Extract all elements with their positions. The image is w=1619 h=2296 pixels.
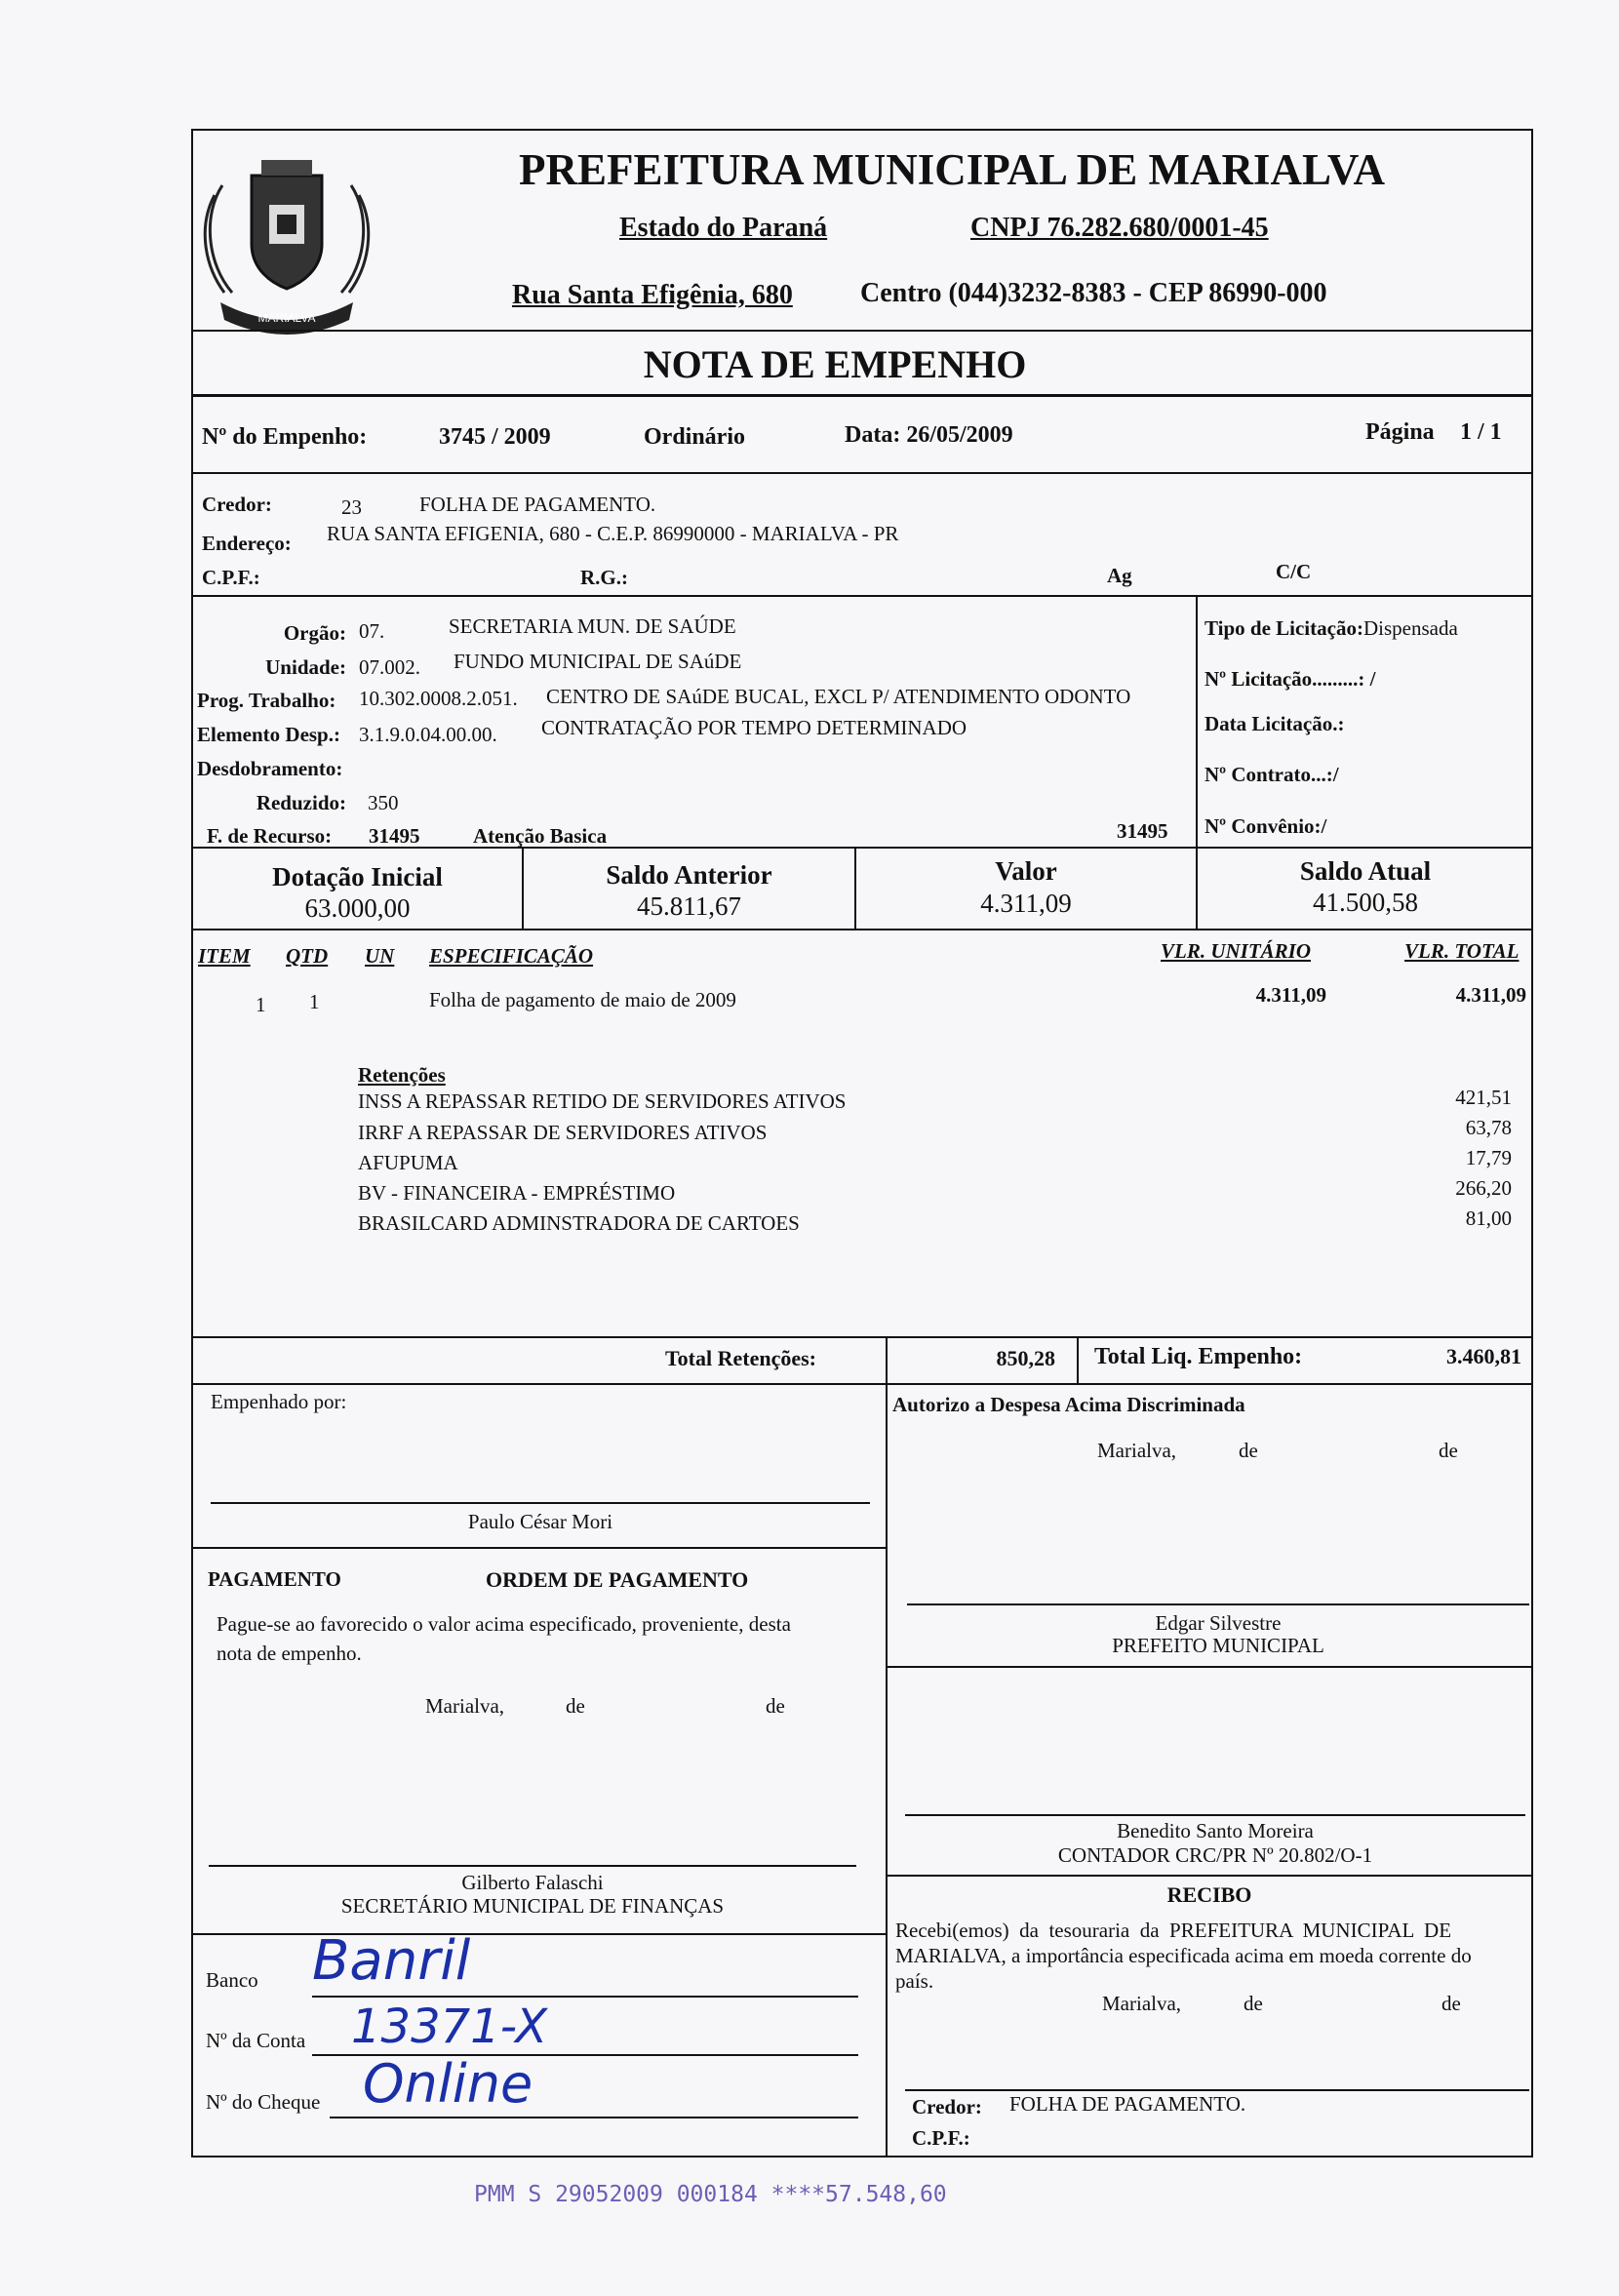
- orgao-name: SECRETARIA MUN. DE SAÚDE: [449, 614, 736, 638]
- svg-text:MARIALVA: MARIALVA: [257, 311, 316, 325]
- pagamento-text-2: nota de empenho.: [217, 1642, 362, 1665]
- empenho-number: 3745 / 2009: [439, 424, 551, 450]
- cnpj-label: CNPJ 76.282.680/0001-45: [970, 213, 1269, 243]
- col-total-header: VLR. TOTAL: [1404, 939, 1520, 963]
- ordem-pagamento-label: ORDEM DE PAGAMENTO: [486, 1567, 749, 1592]
- street-label: Rua Santa Efigênia, 680: [512, 280, 793, 310]
- banco-label: Banco: [206, 1968, 258, 1992]
- autorizo-label: Autorizo a Despesa Acima Discriminada: [892, 1393, 1245, 1416]
- numero-contrato: Nº Contrato...:/: [1204, 763, 1339, 786]
- item-description: Folha de pagamento de maio de 2009: [429, 988, 736, 1011]
- pagamento-text-1: Pague-se ao favorecido o valor acima especificado, proveniente, desta: [217, 1612, 791, 1636]
- recibo-title: RECIBO: [1166, 1882, 1252, 1907]
- recurso-code-right: 31495: [1117, 819, 1168, 843]
- empenho-date: Data: 26/05/2009: [845, 422, 1013, 448]
- col-un-header: UN: [365, 944, 395, 968]
- empenho-number-label: Nº do Empenho:: [202, 424, 368, 450]
- recibo-place: Marialva,: [1102, 1992, 1182, 2015]
- recibo-text-1: Recebi(emos) da tesouraria da PREFEITURA MUNICIPAL DE: [895, 1919, 1452, 1942]
- valor-value: 4.311,09: [980, 889, 1072, 918]
- prog-code: 10.302.0008.2.051.: [359, 687, 518, 710]
- autorizo-place: Marialva,: [1097, 1439, 1177, 1462]
- saldo-atual-label: Saldo Atual: [1299, 856, 1432, 886]
- item-qtd: 1: [309, 990, 320, 1013]
- retencao-desc: AFUPUMA: [358, 1151, 458, 1174]
- total-liquido-label: Total Liq. Empenho:: [1094, 1344, 1303, 1369]
- tipo-licitacao-value: Dispensada: [1362, 616, 1458, 640]
- item-number: 1: [256, 993, 266, 1016]
- recibo-credor-value: FOLHA DE PAGAMENTO.: [1009, 2092, 1246, 2116]
- credor-label: Credor:: [202, 493, 272, 516]
- data-licitacao: Data Licitação.:: [1204, 712, 1345, 735]
- retencao-desc: INSS A REPASSAR RETIDO DE SERVIDORES ATIVOS: [358, 1089, 847, 1113]
- recurso-label: F. de Recurso:: [207, 824, 333, 848]
- contact-label: Centro (044)3232-8383 - CEP 86990-000: [860, 278, 1327, 308]
- prog-name: CENTRO DE SAúDE BUCAL, EXCL P/ ATENDIMENTO ODONTO: [546, 685, 1131, 708]
- retencao-value: 421,51: [1455, 1086, 1512, 1109]
- autorizo-de1: de: [1239, 1439, 1258, 1462]
- reduzido-label: Reduzido:: [256, 791, 346, 814]
- dotacao-inicial-label: Dotação Inicial: [272, 862, 443, 891]
- retencao-desc: IRRF A REPASSAR DE SERVIDORES ATIVOS: [358, 1121, 768, 1144]
- contador-name: Benedito Santo Moreira: [1117, 1819, 1314, 1842]
- numero-licitacao: Nº Licitação.........: /: [1204, 667, 1376, 691]
- page-number: 1 / 1: [1460, 419, 1502, 445]
- empenho-type: Ordinário: [644, 424, 746, 450]
- recibo-cpf-label: C.P.F.:: [912, 2126, 970, 2150]
- cheque-label: Nº do Cheque: [206, 2090, 321, 2114]
- cc-label: C/C: [1276, 560, 1312, 583]
- total-retencoes-label: Total Retenções:: [665, 1346, 816, 1370]
- autorizo-de2: de: [1439, 1439, 1458, 1462]
- prefeito-role: PREFEITO MUNICIPAL: [1112, 1634, 1324, 1657]
- retencao-desc: BV - FINANCEIRA - EMPRÉSTIMO: [358, 1181, 676, 1205]
- desdobramento-label: Desdobramento:: [197, 757, 343, 780]
- unidade-label: Unidade:: [265, 655, 346, 679]
- item-total-value: 4.311,09: [1455, 983, 1526, 1007]
- page-label: Página: [1365, 419, 1435, 445]
- conta-value: 13371-X: [351, 1999, 548, 2054]
- recibo-text-2: MARIALVA, a importância especificada acima em moeda corrente do: [895, 1944, 1472, 1967]
- contador-role: CONTADOR CRC/PR Nº 20.802/O-1: [1057, 1843, 1373, 1867]
- col-qtd-header: QTD: [286, 944, 329, 968]
- elemento-name: CONTRATAÇÃO POR TEMPO DETERMINADO: [541, 716, 967, 739]
- document-title: NOTA DE EMPENHO: [643, 342, 1027, 386]
- conta-label: Nº da Conta: [206, 2029, 306, 2052]
- retencoes-title: Retenções: [358, 1063, 446, 1087]
- reduzido-value: 350: [368, 791, 399, 814]
- col-item-header: ITEM: [198, 944, 251, 968]
- coat-of-arms-icon: [193, 146, 380, 341]
- payment-stamp: PMM S 29052009 000184 ****57.548,60: [474, 2182, 947, 2207]
- recurso-name: Atenção Basica: [473, 824, 608, 848]
- saldo-atual-value: 41.500,58: [1313, 888, 1418, 917]
- rg-label: R.G.:: [580, 566, 628, 589]
- retencao-value: 17,79: [1465, 1146, 1512, 1169]
- pagamento-de1: de: [566, 1694, 585, 1718]
- pagamento-label: PAGAMENTO: [208, 1567, 341, 1591]
- dotacao-inicial-value: 63.000,00: [304, 893, 411, 923]
- page-title: PREFEITURA MUNICIPAL DE MARIALVA: [519, 145, 1386, 194]
- col-unit-header: VLR. UNITÁRIO: [1161, 939, 1312, 963]
- prefeito-name: Edgar Silvestre: [1155, 1611, 1282, 1635]
- credor-name: FOLHA DE PAGAMENTO.: [419, 493, 656, 516]
- total-retencoes-value: 850,28: [996, 1346, 1055, 1370]
- retencao-value: 81,00: [1465, 1207, 1512, 1230]
- recibo-text-3: país.: [895, 1969, 934, 1993]
- valor-label: Valor: [995, 856, 1057, 886]
- orgao-label: Orgão:: [283, 621, 346, 645]
- orgao-code: 07.: [359, 619, 385, 643]
- retencao-desc: BRASILCARD ADMINSTRADORA DE CARTOES: [358, 1211, 800, 1235]
- retencao-value: 63,78: [1465, 1116, 1512, 1139]
- unidade-name: FUNDO MUNICIPAL DE SAúDE: [454, 650, 742, 673]
- cpf-label: C.P.F.:: [202, 566, 260, 589]
- recurso-code: 31495: [369, 824, 420, 848]
- pagamento-place: Marialva,: [425, 1694, 505, 1718]
- total-liquido-value: 3.460,81: [1446, 1344, 1521, 1368]
- empenhado-label: Empenhado por:: [211, 1390, 347, 1413]
- address-label: Endereço:: [202, 532, 292, 555]
- secretario-name: Gilberto Falaschi: [461, 1871, 604, 1894]
- recibo-de2: de: [1441, 1992, 1461, 2015]
- col-especificacao-header: ESPECIFICAÇÃO: [429, 944, 594, 968]
- address-value: RUA SANTA EFIGENIA, 680 - C.E.P. 86990000 - MARIALVA - PR: [327, 522, 899, 545]
- credor-code: 23: [341, 495, 362, 519]
- state-label: Estado do Paraná: [619, 213, 828, 243]
- ag-label: Ag: [1107, 564, 1132, 587]
- saldo-anterior-label: Saldo Anterior: [606, 860, 772, 890]
- tipo-licitacao-label: [1204, 616, 1458, 641]
- elemento-code: 3.1.9.0.04.00.00.: [359, 723, 497, 746]
- unidade-code: 07.002.: [359, 655, 420, 679]
- cheque-value: Online: [363, 2053, 533, 2115]
- elemento-label: Elemento Desp.:: [197, 723, 340, 746]
- banco-value: Banril: [312, 1929, 471, 1993]
- prog-label: Prog. Trabalho:: [197, 689, 336, 712]
- pagamento-de2: de: [766, 1694, 785, 1718]
- recibo-de1: de: [1244, 1992, 1263, 2015]
- recibo-credor-label: Credor:: [912, 2095, 982, 2118]
- empenhado-name: Paulo César Mori: [467, 1510, 613, 1533]
- saldo-anterior-value: 45.811,67: [637, 891, 741, 921]
- numero-convenio: Nº Convênio:/: [1204, 814, 1327, 838]
- retencao-value: 266,20: [1455, 1176, 1512, 1200]
- tipo-licitacao-text: Tipo de Licitação:: [1204, 616, 1363, 640]
- secretario-role: SECRETÁRIO MUNICIPAL DE FINANÇAS: [340, 1894, 725, 1918]
- item-unit-value: 4.311,09: [1255, 983, 1326, 1007]
